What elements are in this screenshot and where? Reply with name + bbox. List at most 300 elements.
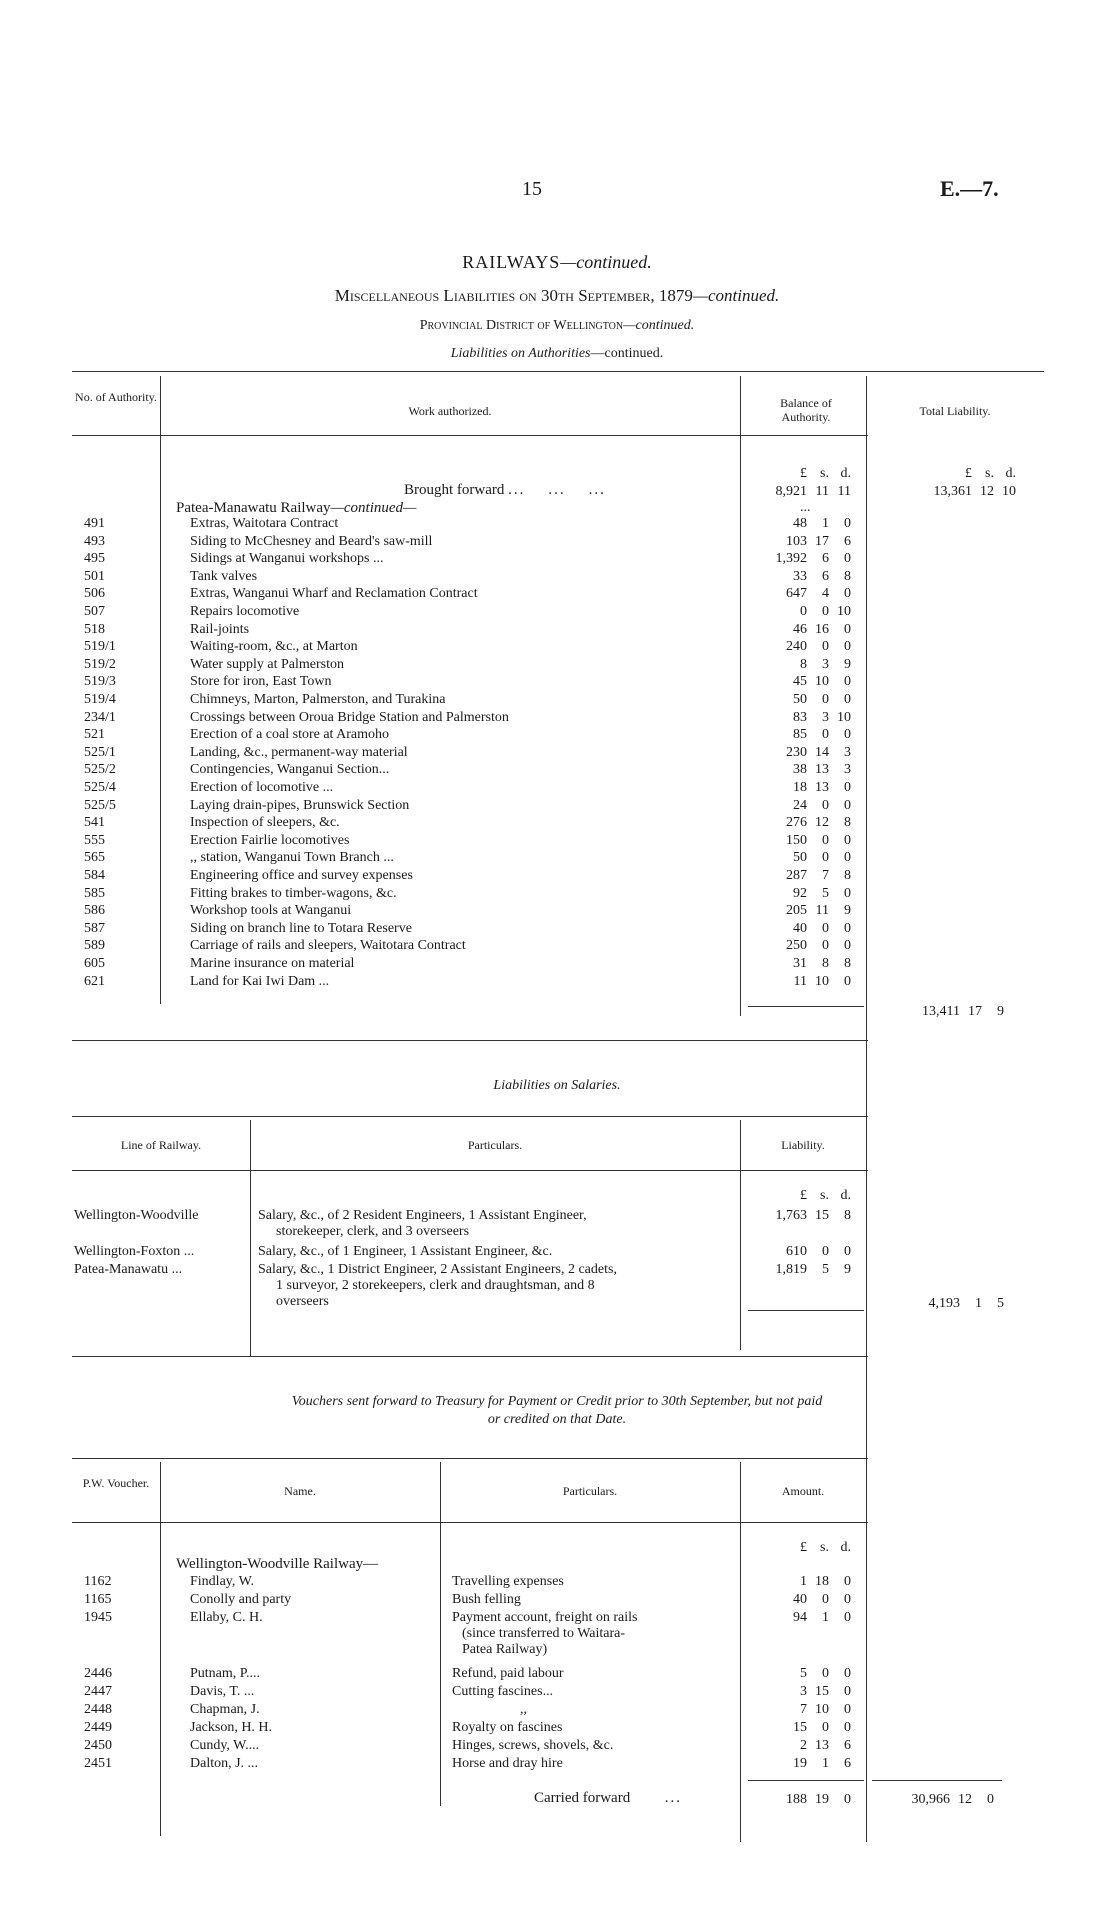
authority-balance-s: 12	[815, 815, 829, 831]
voucher-number: 2447	[84, 1684, 112, 1699]
authority-balance-d: 0	[844, 850, 851, 866]
authority-balance-d: 10	[837, 604, 851, 619]
authority-number: 519/1	[84, 639, 116, 655]
authority-balance	[755, 604, 851, 620]
authority-number: 587	[84, 920, 105, 936]
col-header-voucher: P.W. Voucher.	[82, 1476, 150, 1490]
title-main: RAILWAYS	[462, 252, 561, 272]
authority-balance-d: 0	[844, 780, 851, 795]
salary-liability	[755, 1244, 851, 1260]
railway-line: Wellington-Foxton ...	[74, 1244, 195, 1259]
col-header-no: No. of Authority.	[75, 390, 157, 404]
voucher-amount-s: 0	[822, 1720, 829, 1735]
section1-heading-suffix: —continued.	[590, 346, 664, 361]
col-header-balance: Balance of Authority.	[780, 396, 832, 424]
authority-number: 525/4	[84, 780, 116, 795]
authority-balance-s: 0	[822, 832, 829, 848]
work-description: Repairs locomotive	[190, 604, 300, 619]
authority-balance-s: 14	[815, 744, 829, 760]
authority-balance-s: 0	[822, 639, 829, 655]
authority-balance-s: 4	[822, 586, 829, 602]
brought-forward-label: Brought forward ... ... ...	[404, 482, 606, 498]
authority-balance-d: 8	[844, 956, 851, 971]
authority-number: 493	[84, 533, 105, 549]
section3-heading-line1: Vouchers sent forward to Treasury for Payment or Credit prior to 30th September, but not paid	[291, 1394, 823, 1409]
rule	[72, 371, 1044, 372]
authority-number: 519/3	[84, 674, 116, 690]
voucher-number: 1165	[84, 1592, 112, 1607]
authority-balance-d: 8	[844, 868, 851, 883]
work-description: Store for iron, East Town	[190, 674, 332, 690]
authority-balance	[755, 974, 851, 990]
ditto-dots: ...	[800, 500, 811, 515]
voucher-amount-l: 94	[793, 1610, 807, 1625]
work-description: Extras, Waitotara Contract	[190, 516, 339, 531]
voucher-particulars-line: Cutting fascines...	[452, 1684, 554, 1699]
brought-forward-balance: 8,921 11 11	[775, 484, 851, 499]
authority-number: 234/1	[84, 709, 116, 725]
authority-balance-d: 3	[844, 762, 851, 778]
authority-number: 519/4	[84, 692, 116, 707]
work-description: Landing, &c., permanent-way material	[190, 744, 408, 760]
authority-balance-d: 3	[844, 744, 851, 760]
column-divider	[160, 1462, 161, 1836]
voucher-amount-s: 0	[822, 1592, 829, 1607]
authority-balance-s: 10	[815, 973, 829, 989]
payee-name: Ellaby, C. H.	[190, 1610, 263, 1625]
work-description: Water supply at Palmerston	[190, 656, 345, 672]
rule	[72, 435, 868, 436]
column-divider	[160, 376, 161, 1004]
authority-balance-s: 17	[815, 533, 829, 549]
work-description: Workshop tools at Wanganui	[190, 903, 352, 919]
authority-number: 525/1	[84, 744, 116, 760]
section2-total: 4,193 1 5	[928, 1296, 1004, 1311]
voucher-particulars-line: Royalty on fascines	[452, 1720, 563, 1735]
work-description: Fitting brakes to timber-wagons, &c.	[190, 885, 397, 901]
district-suffix: —continued.	[623, 318, 695, 333]
authority-balance-d: 10	[837, 709, 851, 725]
voucher-amount-s: 1	[822, 1756, 829, 1771]
authority-balance-l: 11	[793, 973, 807, 989]
authority-balance-d: 0	[844, 832, 851, 848]
authority-number: 605	[84, 956, 105, 971]
authority-balance-l: 40	[793, 920, 807, 936]
authority-balance-l: 8	[800, 656, 807, 672]
authority-balance-s: 16	[815, 621, 829, 637]
authority-balance-s: 13	[815, 762, 829, 778]
work-description: Contingencies, Wanganui Section...	[190, 762, 390, 778]
authority-balance-l: 46	[793, 621, 807, 637]
authority-balance-d: 0	[844, 674, 851, 690]
authority-balance-l: 31	[793, 956, 807, 971]
payee-name: Chapman, J.	[190, 1702, 260, 1717]
authority-balance	[755, 586, 851, 602]
voucher-number: 2448	[84, 1702, 112, 1717]
voucher-amount	[755, 1574, 851, 1590]
authority-balance	[755, 798, 851, 814]
voucher-number: 2451	[84, 1756, 112, 1771]
voucher-amount	[755, 1756, 851, 1772]
authority-balance-s: 6	[822, 551, 829, 567]
work-description: Rail-joints	[190, 621, 250, 637]
voucher-number: 1162	[84, 1574, 112, 1589]
salary-liability-d: 8	[844, 1208, 851, 1223]
payee-name: Dalton, J. ...	[190, 1756, 259, 1771]
voucher-amount-l: 19	[793, 1756, 807, 1771]
work-description: Erection Fairlie locomotives	[190, 832, 350, 848]
authority-balance-l: 45	[793, 674, 807, 690]
authority-balance-s: 10	[815, 674, 829, 690]
col-header-work: Work authorized.	[408, 404, 492, 418]
work-description: Tank valves	[190, 568, 258, 584]
voucher-amount-d: 0	[844, 1574, 851, 1589]
voucher-amount-d: 0	[844, 1684, 851, 1699]
rule	[72, 1170, 868, 1171]
col-header-particulars: Particulars.	[467, 1138, 523, 1152]
salary-particulars-line: 1 surveyor, 2 storekeepers, clerk and draughtsman, and 8	[276, 1278, 595, 1293]
subtotal-rule	[748, 1310, 864, 1311]
carried-forward-label: Carried forward ...	[534, 1790, 682, 1806]
authority-balance	[755, 921, 851, 937]
voucher-particulars-line: Payment account, freight on rails	[452, 1610, 638, 1625]
salary-particulars-line: Salary, &c., of 2 Resident Engineers, 1 Assistant Engineer,	[258, 1208, 587, 1223]
rule	[72, 1356, 868, 1357]
col-header-amount: Amount.	[781, 1484, 825, 1498]
voucher-particulars-line: Hinges, screws, shovels, &c.	[452, 1738, 614, 1753]
authority-balance-l: 150	[786, 832, 807, 848]
column-divider	[440, 1462, 441, 1806]
authority-number: 621	[84, 973, 105, 989]
authority-balance-l: 240	[786, 639, 807, 655]
authority-balance-d: 0	[844, 938, 851, 954]
section1-heading	[0, 346, 1114, 362]
district-heading	[0, 318, 1114, 334]
voucher-amount-l: 15	[793, 1720, 807, 1735]
col-header-name: Name.	[284, 1484, 316, 1498]
authority-balance	[755, 710, 851, 726]
salary-particulars-line: Salary, &c., of 1 Engineer, 1 Assistant Engineer, &c.	[258, 1244, 553, 1259]
voucher-amount-l: 5	[800, 1666, 807, 1681]
salary-liability-l: 1,819	[775, 1262, 807, 1277]
authority-number: 525/2	[84, 762, 116, 778]
authority-balance-l: 205	[786, 903, 807, 919]
salary-liability-s: 0	[822, 1244, 829, 1259]
authority-balance-s: 0	[822, 850, 829, 866]
payee-name: Jackson, H. H.	[190, 1720, 273, 1735]
brought-forward-total: 13,361 12 10	[933, 484, 1016, 499]
authority-balance-d: 0	[844, 727, 851, 743]
salary-particulars-line: overseers	[276, 1294, 329, 1309]
work-description: Crossings between Oroua Bridge Station and Palmerston	[190, 709, 509, 725]
authority-balance-l: 18	[793, 780, 807, 795]
voucher-amount-d: 6	[844, 1738, 851, 1753]
railway-line: Patea-Manawatu ...	[74, 1262, 183, 1277]
authority-balance-s: 11	[815, 903, 829, 919]
section3-heading-line2: or credited on that Date.	[487, 1412, 627, 1427]
voucher-amount	[755, 1684, 851, 1700]
authority-balance-l: 50	[793, 850, 807, 866]
authority-number: 585	[84, 885, 105, 901]
authority-balance-l: 103	[786, 533, 807, 549]
voucher-particulars-line: Refund, paid labour	[452, 1666, 564, 1681]
page-code: E.—7.	[940, 176, 999, 201]
payee-name: Conolly and party	[190, 1592, 292, 1607]
voucher-amount-s: 18	[815, 1574, 829, 1589]
voucher-amount-d: 0	[844, 1720, 851, 1735]
voucher-amount-s: 1	[822, 1610, 829, 1625]
voucher-amount-l: 1	[800, 1574, 807, 1589]
authority-balance-s: 0	[822, 727, 829, 743]
work-description: Waiting-room, &c., at Marton	[190, 639, 358, 655]
salary-liability-s: 15	[815, 1208, 829, 1223]
voucher-amount-d: 0	[844, 1702, 851, 1717]
page-title	[0, 252, 1114, 273]
authority-balance	[755, 956, 851, 972]
work-description: Land for Kai Iwi Dam ...	[190, 973, 330, 989]
authority-balance-s: 8	[822, 956, 829, 971]
authority-balance	[755, 903, 851, 919]
authority-balance-d: 9	[844, 656, 851, 672]
col-header-total: Total Liability.	[919, 404, 991, 418]
authority-number: 491	[84, 516, 105, 531]
authority-balance-l: 287	[786, 868, 807, 883]
subtotal-rule	[872, 1780, 1002, 1781]
authority-balance-s: 7	[822, 868, 829, 883]
authority-balance-l: 50	[793, 692, 807, 707]
currency-head-liability: £ s. d.	[800, 1188, 851, 1203]
voucher-amount-l: 2	[800, 1738, 807, 1753]
section1-total: 13,411 17 9	[922, 1004, 1004, 1019]
railway-line: Wellington-Woodville	[74, 1208, 199, 1223]
voucher-particulars-line: ,,	[520, 1702, 527, 1717]
authority-balance	[755, 886, 851, 902]
authority-number: 519/2	[84, 656, 116, 672]
authority-balance	[755, 780, 851, 796]
voucher-amount-d: 0	[844, 1592, 851, 1607]
authority-balance-d: 0	[844, 920, 851, 936]
authority-balance-l: 83	[793, 709, 807, 725]
authority-balance	[755, 622, 851, 638]
authority-balance-l: 647	[786, 586, 807, 602]
voucher-amount	[755, 1610, 851, 1626]
voucher-amount-l: 40	[793, 1592, 807, 1607]
payee-name: Cundy, W....	[190, 1738, 260, 1753]
work-description: Carriage of rails and sleepers, Waitotara Contract	[190, 938, 466, 954]
column-divider	[740, 376, 741, 1016]
rule	[72, 1040, 868, 1041]
authority-balance-s: 5	[822, 885, 829, 901]
rule	[72, 1458, 868, 1459]
authority-balance	[755, 938, 851, 954]
authority-balance-d: 0	[844, 516, 851, 531]
voucher-number: 2449	[84, 1720, 112, 1735]
authority-balance	[755, 815, 851, 831]
authority-balance	[755, 745, 851, 761]
authority-balance-d: 6	[844, 533, 851, 549]
section3-group-label: Wellington-Woodville Railway—	[176, 1556, 379, 1572]
carried-forward-amount: 188 19 0	[786, 1792, 851, 1807]
column-divider	[866, 376, 867, 1842]
salary-liability-l: 1,763	[775, 1208, 807, 1223]
authority-balance-l: 230	[786, 744, 807, 760]
voucher-particulars-line: Horse and dray hire	[452, 1756, 563, 1771]
voucher-particulars-line: Patea Railway)	[462, 1642, 548, 1657]
authority-balance-d: 0	[844, 692, 851, 707]
authority-balance-s: 0	[822, 692, 829, 707]
section2-heading: Liabilities on Salaries.	[493, 1078, 621, 1093]
authority-balance	[755, 516, 851, 532]
voucher-amount-d: 0	[844, 1666, 851, 1681]
authority-balance-d: 0	[844, 639, 851, 655]
title-suffix: —continued.	[560, 252, 652, 272]
voucher-amount-d: 0	[844, 1610, 851, 1625]
authority-balance-s: 6	[822, 568, 829, 584]
authority-balance-d: 0	[844, 885, 851, 901]
authority-balance	[755, 534, 851, 550]
work-description: Erection of locomotive ...	[190, 780, 334, 795]
work-description: Extras, Wanganui Wharf and Reclamation Contract	[190, 586, 478, 602]
work-description: Inspection of sleepers, &c.	[190, 815, 340, 831]
work-description: ,, station, Wanganui Town Branch ...	[190, 850, 394, 866]
authority-number: 541	[84, 815, 105, 831]
authority-balance	[755, 833, 851, 849]
work-description: Siding on branch line to Totara Reserve	[190, 920, 412, 936]
subtitle-text: Miscellaneous Liabilities on 30th September, 1879	[334, 286, 693, 305]
voucher-amount	[755, 1592, 851, 1608]
authority-balance	[755, 657, 851, 673]
authority-balance	[755, 569, 851, 585]
authority-balance-d: 0	[844, 551, 851, 567]
authority-balance-l: 48	[793, 516, 807, 531]
authority-balance-d: 0	[844, 973, 851, 989]
column-divider	[250, 1120, 251, 1356]
authority-number: 521	[84, 727, 105, 743]
authority-balance-l: 24	[793, 797, 807, 813]
salary-liability-d: 9	[844, 1262, 851, 1277]
authority-balance-d: 8	[844, 815, 851, 831]
authority-balance-s: 13	[815, 780, 829, 795]
work-description: Erection of a coal store at Aramoho	[190, 727, 390, 743]
salary-liability	[755, 1262, 851, 1278]
subtitle	[0, 286, 1114, 306]
page-number: 15	[522, 178, 542, 200]
authority-balance-l: 85	[793, 727, 807, 743]
carried-forward-total: 30,966 12 0	[911, 1792, 994, 1807]
authority-balance	[755, 850, 851, 866]
authority-balance-d: 0	[844, 621, 851, 637]
voucher-amount	[755, 1738, 851, 1754]
salary-liability-s: 5	[822, 1262, 829, 1277]
currency-head-amount: £ s. d.	[800, 1540, 851, 1555]
authority-balance-s: 0	[822, 604, 829, 619]
authority-number: 589	[84, 938, 105, 954]
column-divider	[740, 1462, 741, 1842]
district-text: Provincial District of Wellington	[419, 318, 624, 333]
authority-balance	[755, 692, 851, 708]
authority-balance-s: 3	[822, 656, 829, 672]
subtotal-rule	[748, 1006, 864, 1007]
work-description: Engineering office and survey expenses	[190, 868, 413, 883]
authority-number: 586	[84, 903, 105, 919]
authority-balance-s: 3	[822, 709, 829, 725]
authority-balance-d: 8	[844, 568, 851, 584]
voucher-amount-s: 0	[822, 1666, 829, 1681]
authority-balance	[755, 727, 851, 743]
currency-head-total: £ s. d.	[965, 466, 1016, 481]
authority-balance-s: 1	[822, 516, 829, 531]
payee-name: Findlay, W.	[190, 1574, 255, 1589]
work-description: Chimneys, Marton, Palmerston, and Turakina	[190, 692, 446, 707]
section1-heading-italic: Liabilities on Authorities	[450, 346, 591, 361]
authority-balance-l: 33	[793, 568, 807, 584]
voucher-amount-l: 3	[800, 1684, 807, 1699]
authority-number: 501	[84, 568, 105, 584]
voucher-amount-s: 15	[815, 1684, 829, 1699]
authority-number: 584	[84, 868, 105, 883]
authority-balance-l: 250	[786, 938, 807, 954]
authority-number: 525/5	[84, 797, 116, 813]
subtotal-rule	[748, 1780, 864, 1781]
authority-balance	[755, 762, 851, 778]
work-description: Marine insurance on material	[190, 956, 355, 971]
rule	[72, 1116, 868, 1117]
authority-balance-s: 0	[822, 797, 829, 813]
voucher-particulars-line: Travelling expenses	[452, 1574, 564, 1589]
voucher-number: 1945	[84, 1610, 112, 1625]
voucher-amount	[755, 1702, 851, 1718]
voucher-amount-l: 7	[800, 1702, 807, 1717]
authority-balance-s: 0	[822, 938, 829, 954]
authority-number: 507	[84, 604, 105, 619]
authority-balance-l: 1,392	[775, 551, 807, 567]
payee-name: Putnam, P....	[190, 1666, 261, 1681]
work-description: Siding to McChesney and Beard's saw-mill	[190, 533, 433, 549]
voucher-amount	[755, 1720, 851, 1736]
voucher-amount-d: 6	[844, 1756, 851, 1771]
rule	[72, 1522, 868, 1523]
authority-number: 518	[84, 621, 105, 637]
col-header-particulars3: Particulars.	[562, 1484, 618, 1498]
voucher-amount-s: 13	[815, 1738, 829, 1753]
authority-balance-l: 38	[793, 762, 807, 778]
group-label: Patea-Manawatu Railway—continued—	[176, 500, 417, 516]
voucher-particulars-line: (since transferred to Waitara-	[462, 1626, 626, 1641]
voucher-amount	[755, 1666, 851, 1682]
authority-balance-d: 9	[844, 903, 851, 919]
authority-balance	[755, 868, 851, 884]
authority-balance	[755, 551, 851, 567]
work-description: Laying drain-pipes, Brunswick Section	[190, 797, 410, 813]
column-divider	[740, 1120, 741, 1350]
authority-balance-s: 0	[822, 920, 829, 936]
authority-number: 565	[84, 850, 105, 866]
voucher-amount-s: 10	[815, 1702, 829, 1717]
authority-number: 506	[84, 586, 105, 602]
col-header-line: Line of Railway.	[120, 1138, 202, 1152]
work-description: Sidings at Wanganui workshops ...	[190, 551, 384, 567]
voucher-number: 2446	[84, 1666, 112, 1681]
salary-liability-d: 0	[844, 1244, 851, 1259]
currency-head-balance: £ s. d.	[800, 466, 851, 481]
authority-balance-l: 92	[793, 885, 807, 901]
salary-particulars-line: storekeeper, clerk, and 3 overseers	[276, 1224, 470, 1239]
authority-balance	[755, 674, 851, 690]
salary-liability-l: 610	[786, 1244, 807, 1259]
authority-balance-l: 276	[786, 815, 807, 831]
authority-number: 555	[84, 832, 105, 848]
col-header-liability: Liability.	[781, 1138, 825, 1152]
